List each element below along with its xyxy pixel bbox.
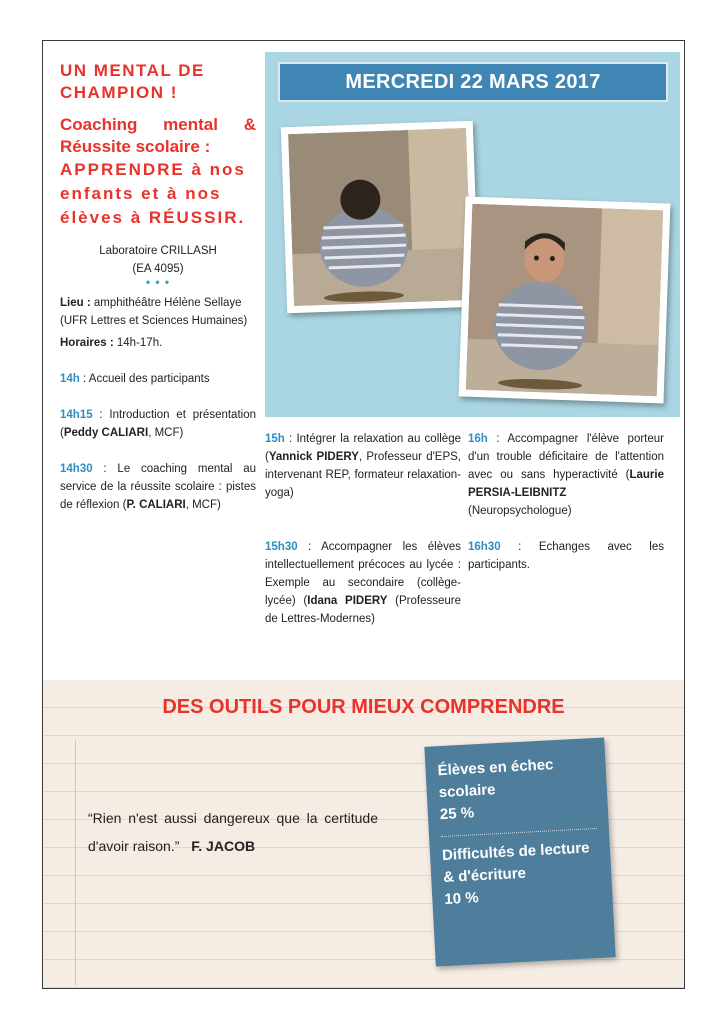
quote bbox=[88, 804, 378, 860]
speaker-name: Laurie PERSIA-LEIBNITZ bbox=[468, 469, 664, 499]
speaker-name: Yannick PIDERY bbox=[268, 451, 359, 463]
hours-value: 14h-17h. bbox=[113, 337, 163, 349]
session-6: 16h : Accompagner l'élève porteur d'un trouble déficitaire de l'attention avec ou sans hyperactivité (Laurie PERSIA-LEIBNITZ (Neuropsychologue) bbox=[468, 433, 664, 517]
venue-value: amphithéâtre Hélène Sellaye (UFR Lettres et Sciences Humaines) bbox=[60, 297, 248, 327]
session-time: 16h bbox=[468, 433, 488, 445]
stat-2-label: Difficultés de lecture & d'écriture bbox=[441, 839, 590, 887]
session-3: 14h30 : Le coaching mental au service de la réussite scolaire : pistes de réflexion (P. CALIARI, MCF) bbox=[60, 463, 256, 511]
session-5: 15h30 : Accompagner les élèves intellectuellement précoces au lycée : Exemple au secondaire (collège-lycée) (Idana PIDERY (Professeure de Lettres-Modernes) bbox=[265, 541, 461, 625]
session-4: 15h : Intégrer la relaxation au collège (Yannick PIDERY, Professeur d'EPS, intervenant REP, formateur relaxation-yoga) bbox=[265, 433, 461, 499]
lab-name: Laboratoire CRILLASH bbox=[99, 245, 217, 257]
hours-info bbox=[60, 334, 256, 352]
stats-card bbox=[424, 737, 615, 966]
subtitle: Coaching mental & Réussite scolaire : bbox=[60, 115, 256, 156]
venue-label: Lieu : bbox=[60, 297, 91, 309]
hours-label: Horaires : bbox=[60, 337, 114, 349]
photo-child-looking-up bbox=[459, 196, 671, 403]
speaker-name: P. CALIARI bbox=[126, 499, 186, 511]
quote-author: F. JACOB bbox=[191, 838, 256, 854]
stat-1-label: Élèves en échec scolaire bbox=[437, 756, 554, 802]
stat-1-value: 25 % bbox=[439, 804, 475, 824]
margin-line bbox=[75, 740, 76, 985]
session-2: 14h15 : Introduction et présentation (Peddy CALIARI, MCF) bbox=[60, 409, 256, 439]
tagline: APPRENDRE à nos enfants et à nos élèves à RÉUSSIR. bbox=[60, 160, 246, 227]
speaker-name: Peddy CALIARI bbox=[63, 427, 149, 439]
date-banner: MERCREDI 22 MARS 2017 bbox=[278, 62, 668, 102]
middle-column bbox=[265, 430, 461, 628]
session-time: 16h30 bbox=[468, 541, 501, 553]
session-time: 14h15 bbox=[60, 409, 93, 421]
session-7: 16h30 : Echanges avec les participants. bbox=[468, 541, 664, 571]
session-time: 14h30 bbox=[60, 463, 93, 475]
quote-text: “Rien n'est aussi dangereux que la certitude d'avoir raison.” bbox=[88, 810, 378, 854]
separator-dots: • • • bbox=[145, 275, 171, 289]
tools-title: DES OUTILS POUR MIEUX COMPRENDRE bbox=[162, 696, 565, 718]
lab-code: (EA 4095) bbox=[132, 263, 184, 275]
photo-child-hiding-face bbox=[281, 121, 479, 314]
right-column bbox=[468, 430, 664, 574]
speaker-name: Idana PIDERY bbox=[307, 595, 388, 607]
session-1: 14h : Accueil des participants bbox=[60, 373, 210, 385]
stat-divider bbox=[441, 828, 597, 837]
main-title: UN MENTAL DE CHAMPION ! bbox=[60, 61, 205, 102]
stat-2-value: 10 % bbox=[443, 889, 479, 909]
venue-info bbox=[60, 294, 256, 330]
session-time: 15h bbox=[265, 433, 285, 445]
left-column bbox=[60, 60, 256, 514]
session-time: 14h bbox=[60, 373, 80, 385]
session-time: 15h30 bbox=[265, 541, 298, 553]
